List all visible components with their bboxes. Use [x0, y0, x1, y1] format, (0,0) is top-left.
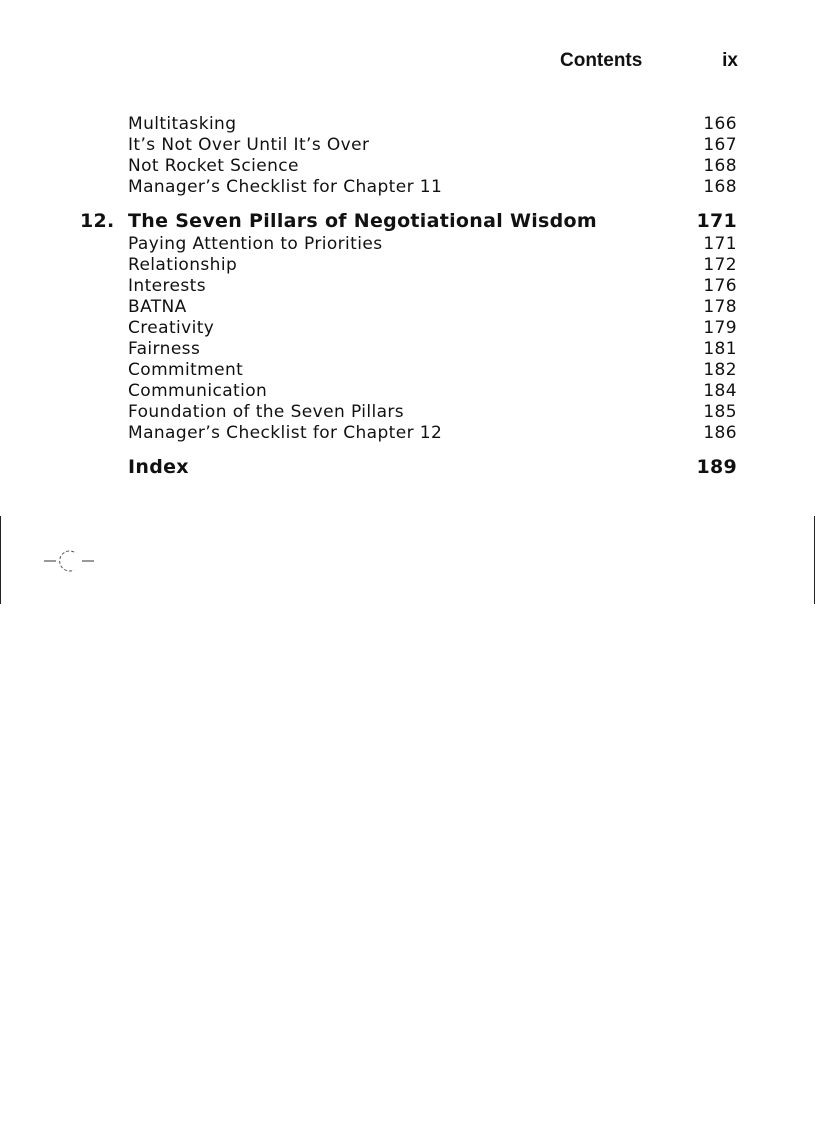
toc-entry-page: 176: [703, 276, 737, 296]
toc-entry-page: 166: [703, 114, 737, 134]
chapter-title: The Seven Pillars of Negotiational Wisdom: [128, 210, 597, 232]
crop-mark-right: [814, 516, 815, 604]
toc-entry-title: Paying Attention to Priorities: [128, 234, 383, 254]
toc-entry-page: 178: [703, 297, 737, 317]
toc-entry-page: 182: [703, 360, 737, 380]
toc-entry-fairness[interactable]: [128, 339, 737, 359]
toc-entry-batna[interactable]: [128, 297, 737, 317]
running-head-page-number: ix: [722, 50, 738, 71]
toc-entry-not-rocket-science[interactable]: [128, 156, 737, 176]
toc-entry-page: 168: [703, 177, 737, 197]
toc-chapter-12[interactable]: [80, 210, 737, 232]
toc-entry-page: 179: [703, 318, 737, 338]
toc-entry-title: Not Rocket Science: [128, 156, 299, 176]
toc-entry-title: Relationship: [128, 255, 238, 275]
running-head: [560, 50, 738, 72]
toc-entry-interests[interactable]: [128, 276, 737, 296]
chapter-page: 171: [696, 210, 737, 232]
running-head-title: Contents: [560, 50, 643, 71]
toc-entry-title: Creativity: [128, 318, 215, 338]
toc-entry-checklist-12[interactable]: [128, 423, 737, 443]
toc-entry-title: Commitment: [128, 360, 244, 380]
toc-index[interactable]: [128, 456, 737, 478]
toc-entry-communication[interactable]: [128, 381, 737, 401]
toc-entry-page: 171: [703, 234, 737, 254]
toc-entry-page: 185: [703, 402, 737, 422]
index-page: 189: [696, 456, 737, 478]
chapter-number: 12.: [80, 210, 115, 232]
toc-entry-commitment[interactable]: [128, 360, 737, 380]
toc-entry-foundation[interactable]: [128, 402, 737, 422]
toc-entry-title: Manager’s Checklist for Chapter 12: [128, 423, 443, 443]
toc-entry-multitasking[interactable]: [128, 114, 737, 134]
toc-entry-page: 167: [703, 135, 737, 155]
toc-entry-creativity[interactable]: [128, 318, 737, 338]
toc-entry-page: 172: [703, 255, 737, 275]
toc-entry-priorities[interactable]: [128, 234, 737, 254]
toc-entry-page: 168: [703, 156, 737, 176]
toc-entry-not-over[interactable]: [128, 135, 737, 155]
toc-entry-title: Manager’s Checklist for Chapter 11: [128, 177, 443, 197]
toc-entry-relationship[interactable]: [128, 255, 737, 275]
toc-entry-title: It’s Not Over Until It’s Over: [128, 135, 370, 155]
toc-entry-page: 184: [703, 381, 737, 401]
toc-entry-title: Multitasking: [128, 114, 237, 134]
toc-entry-title: Communication: [128, 381, 268, 401]
index-title: Index: [128, 456, 189, 478]
registration-mark-icon: [44, 546, 98, 576]
toc-entry-title: Fairness: [128, 339, 201, 359]
toc-entry-title: Foundation of the Seven Pillars: [128, 402, 405, 422]
toc-entry-title: Interests: [128, 276, 206, 296]
toc-entry-page: 186: [703, 423, 737, 443]
crop-mark-left: [0, 516, 1, 604]
toc-entry-checklist-11[interactable]: [128, 177, 737, 197]
toc-entry-page: 181: [703, 339, 737, 359]
toc-entry-title: BATNA: [128, 297, 187, 317]
